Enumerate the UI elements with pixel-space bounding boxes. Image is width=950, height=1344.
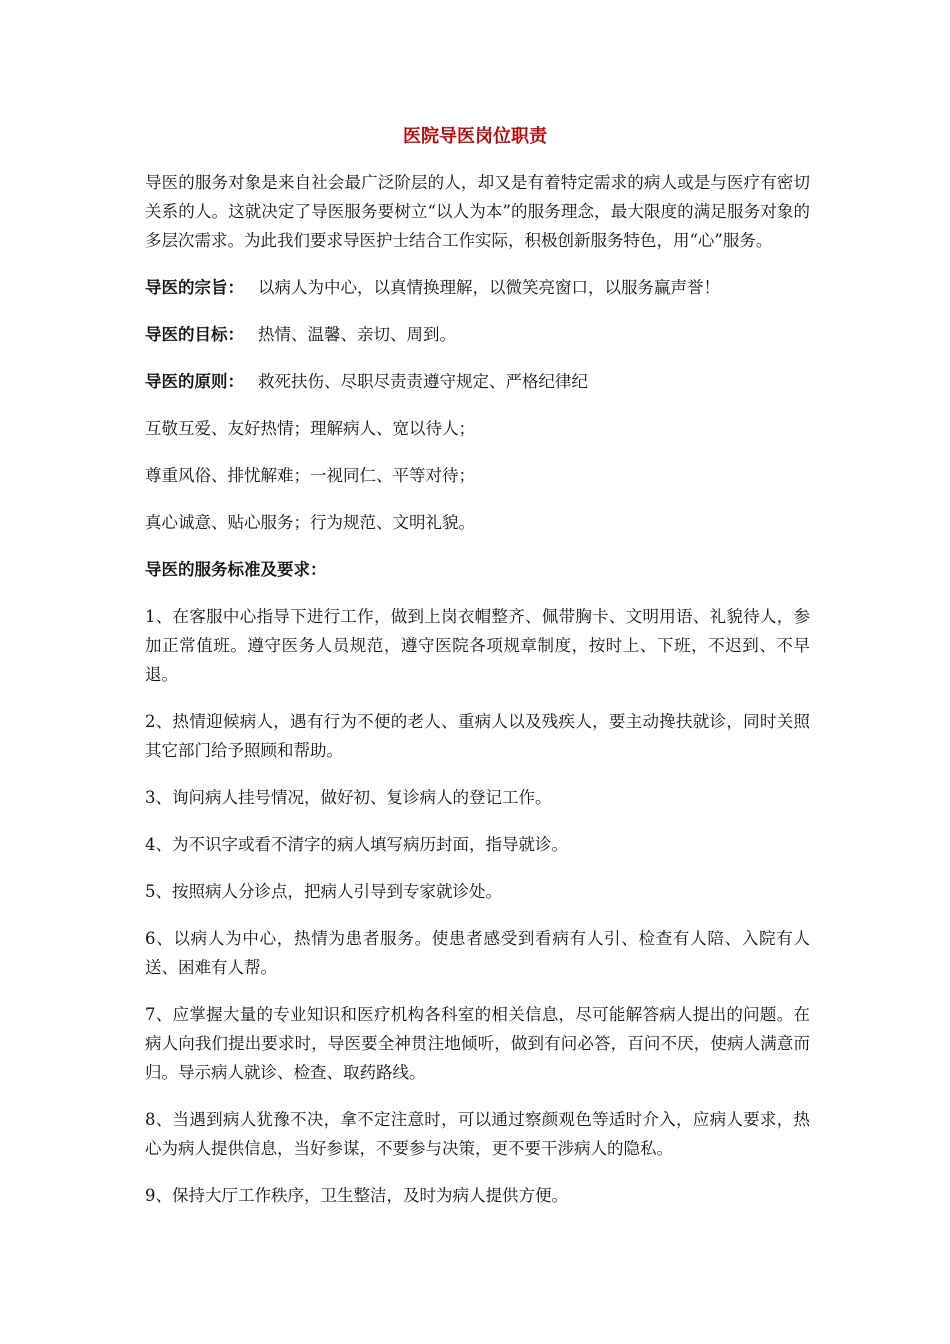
principles-line: 互敬互爱、友好热情；理解病人、宽以待人； — [145, 419, 475, 438]
principles-line: 尊重风俗、排忧解难；一视同仁、平等对待； — [145, 466, 475, 485]
standards-heading: 导医的服务标准及要求： — [145, 560, 327, 579]
standard-item: 6、以病人为中心，热情为患者服务。使患者感受到看病有人引、检查有人陪、入院有人送、困难有人帮。 — [145, 929, 810, 977]
standard-item: 9、保持大厅工作秩序，卫生整洁，及时为病人提供方便。 — [145, 1186, 568, 1205]
goals-label: 导医的目标： — [145, 325, 244, 344]
standard-item: 7、应掌握大量的专业知识和医疗机构各科室的相关信息，尽可能解答病人提出的问题。在病人向我们提出要求时，导医要全神贯注地倾听，做到有问必答，百问不厌，使病人满意而归。导示病人就诊、检查、取药路线。 — [145, 1005, 810, 1082]
principles-text: 救死扶伤、尽职尽责责遵守规定、严格纪律纪 — [258, 372, 588, 391]
tenets-text: 以病人为中心，以真情换理解，以微笑亮窗口，以服务赢声誉！ — [258, 278, 720, 297]
standard-item: 5、按照病人分诊点，把病人引导到专家就诊处。 — [145, 882, 502, 901]
standard-item: 4、为不识字或看不清字的病人填写病历封面，指导就诊。 — [145, 835, 568, 854]
document-title: 医院导医岗位职责 — [403, 126, 547, 147]
principles-paragraph — [145, 367, 810, 396]
tenets-paragraph — [145, 273, 810, 302]
intro-paragraph: 导医的服务对象是来自社会最广泛阶层的人，却又是有着特定需求的病人或是与医疗有密切关系的人。这就决定了导医服务要树立“以人为本”的服务理念，最大限度的满足服务对象的多层次需求。为此我们要求导医护士结合工作实际，积极创新服务特色，用“心”服务。 — [145, 173, 810, 250]
standard-item: 2、热情迎候病人，遇有行为不便的老人、重病人以及残疾人，要主动搀扶就诊，同时关照其它部门给予照顾和帮助。 — [145, 712, 810, 760]
tenets-label: 导医的宗旨： — [145, 278, 244, 297]
goals-paragraph — [145, 320, 810, 349]
principles-label: 导医的原则： — [145, 372, 244, 391]
goals-text: 热情、温馨、亲切、周到。 — [258, 325, 456, 344]
standard-item: 8、当遇到病人犹豫不决，拿不定注意时，可以通过察颜观色等适时介入，应病人要求，热心为病人提供信息，当好参谋，不要参与决策，更不要干涉病人的隐私。 — [145, 1110, 810, 1158]
principles-line: 真心诚意、贴心服务；行为规范、文明礼貌。 — [145, 513, 475, 532]
standard-item: 3、询问病人挂号情况，做好初、复诊病人的登记工作。 — [145, 788, 552, 807]
document-body — [145, 168, 810, 1228]
standard-item: 1、在客服中心指导下进行工作，做到上岗衣帽整齐、佩带胸卡、文明用语、礼貌待人，参加正常值班。遵守医务人员规范，遵守医院各项规章制度，按时上、下班，不迟到、不早退。 — [145, 607, 810, 684]
